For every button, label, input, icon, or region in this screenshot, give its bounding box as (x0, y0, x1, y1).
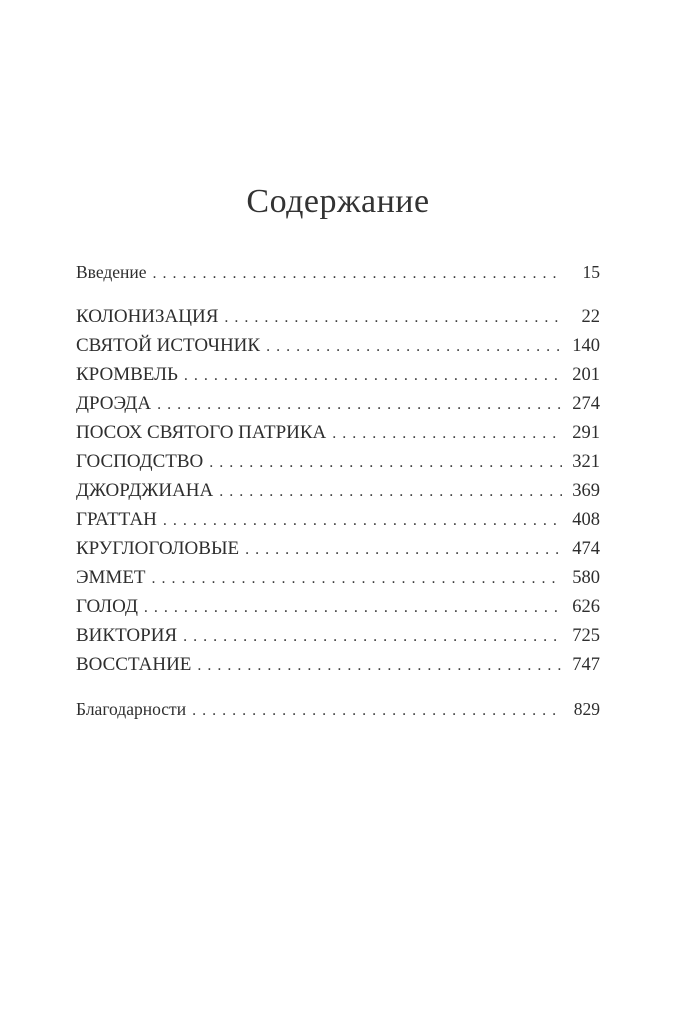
page-title: Содержание (246, 183, 430, 220)
dot-leader (219, 478, 562, 506)
toc-entry-page: 15 (582, 262, 600, 282)
toc-entry-page: 474 (572, 539, 600, 559)
dot-leader (245, 536, 562, 564)
toc-entry-page: 201 (572, 365, 600, 385)
toc-entry (76, 448, 600, 477)
dot-leader (157, 391, 562, 419)
toc-entry-page: 725 (572, 626, 600, 646)
toc-entry (76, 258, 600, 288)
dot-leader (197, 652, 562, 680)
toc-entry (76, 695, 600, 725)
toc-entry-page: 580 (572, 568, 600, 588)
dot-leader (163, 507, 562, 535)
toc-entry-page: 274 (572, 394, 600, 414)
toc-entry-page: 140 (572, 336, 600, 356)
toc-entry (76, 622, 600, 651)
dot-leader (183, 623, 562, 651)
toc-entry-label: Введение (76, 262, 147, 282)
toc-entry-label: ГОЛОД (76, 596, 138, 617)
toc-entry-label: КРОМВЕЛЬ (76, 364, 178, 385)
dot-leader (209, 449, 562, 477)
toc-entry (76, 419, 600, 448)
dot-leader (266, 333, 562, 361)
toc-entry-page: 291 (572, 423, 600, 443)
toc-entry-page: 626 (572, 597, 600, 617)
toc-entry-label: СВЯТОЙ ИСТОЧНИК (76, 335, 261, 356)
toc-entry (76, 361, 600, 390)
toc-entry (76, 477, 600, 506)
table-of-contents (76, 258, 600, 725)
toc-entry-label: ВИКТОРИЯ (76, 625, 178, 646)
toc-entry-page: 408 (572, 510, 600, 530)
toc-entry (76, 390, 600, 419)
toc-entry-label: ГОСПОДСТВО (76, 451, 204, 472)
dot-leader (152, 565, 562, 593)
toc-entry (76, 593, 600, 622)
toc-entry-page: 369 (572, 481, 600, 501)
toc-entry-page: 22 (581, 307, 600, 327)
toc-entry (76, 535, 600, 564)
toc-entry-label: ДРОЭДА (76, 393, 152, 414)
toc-entry-label: ПОСОХ СВЯТОГО ПАТРИКА (76, 422, 327, 443)
toc-entry (76, 506, 600, 535)
toc-entry-label: КОЛОНИЗАЦИЯ (76, 306, 219, 327)
toc-entry-page: 829 (573, 699, 600, 719)
dot-leader (153, 260, 562, 288)
toc-entry (76, 303, 600, 332)
dot-leader (144, 594, 562, 622)
toc-entry (76, 332, 600, 361)
toc-entry-label: КРУГЛОГОЛОВЫЕ (76, 538, 240, 559)
dot-leader (332, 420, 562, 448)
toc-entry-page: 747 (572, 655, 600, 675)
toc-entry-label: ЭММЕТ (76, 567, 146, 588)
dot-leader (224, 304, 562, 332)
toc-entry (76, 651, 600, 680)
dot-leader (184, 362, 562, 390)
toc-entry-label: ДЖОРДЖИАНА (76, 480, 214, 501)
toc-entry-label: ГРАТТАН (76, 509, 157, 530)
toc-entry-page: 321 (572, 452, 600, 472)
dot-leader (192, 697, 562, 725)
toc-entry-label: Благодарности (76, 699, 187, 719)
toc-entry (76, 564, 600, 593)
toc-entry-label: ВОССТАНИЕ (76, 654, 192, 675)
